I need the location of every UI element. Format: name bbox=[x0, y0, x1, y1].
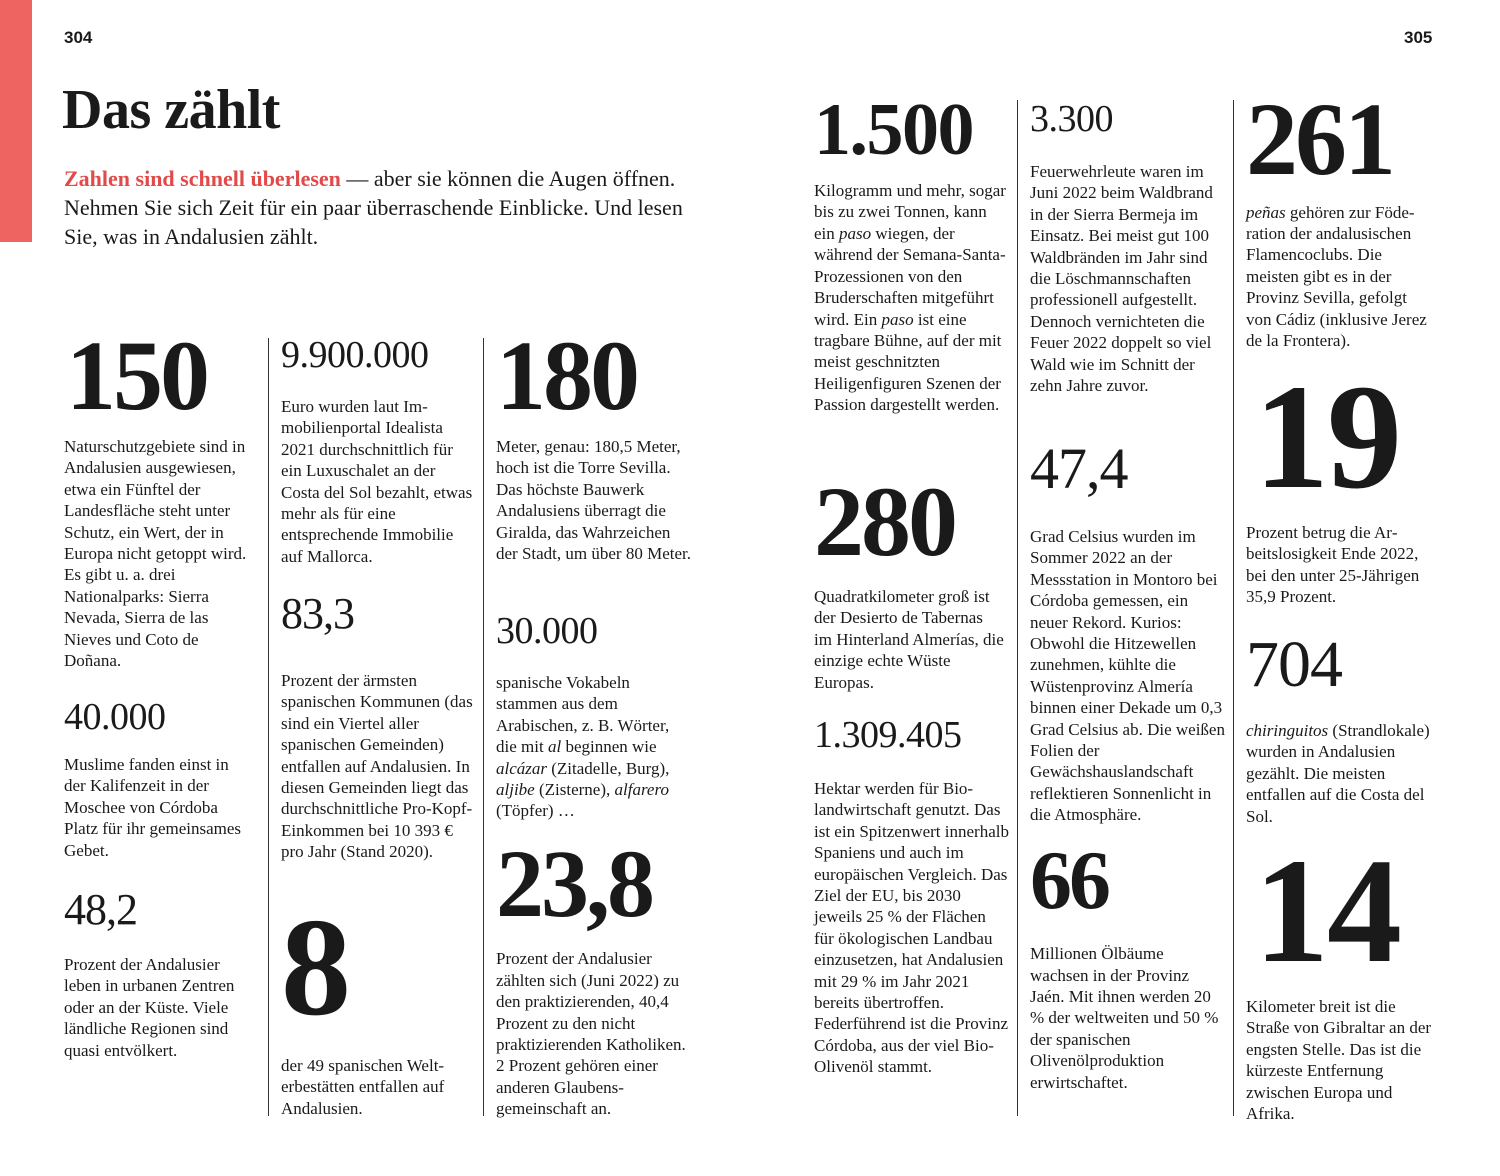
fact-text: Prozent der Andalusier leben in urbanen Zentren oder an der Küste. Viele ländliche Regionen sind quasi entvölkert. bbox=[64, 955, 235, 1060]
fact-text: Naturschutzgebiete sind in Andalusien ausgewiesen, etwa ein Fünftel der Landesfläche steht unter Schutz, ein Wert, der in Europa nicht getoppt wird. Es gibt u. a. drei Nationalparks: Sierra Nevada, Sierra de las Nieves und Coto de Doñana. bbox=[64, 437, 247, 671]
fact-1500 bbox=[814, 89, 1009, 416]
fact-number: 30.000 bbox=[496, 610, 598, 652]
fact-text: Prozent betrug die Arbeitslosigkeit Ende 2022, bei den unter 25-Jährigen 35,9 Prozent. bbox=[1246, 523, 1420, 607]
fact-8 bbox=[281, 890, 476, 1119]
fact-number: 47,4 bbox=[1030, 436, 1128, 501]
fact-number: 23,8 bbox=[496, 830, 652, 937]
fact-number: 83,3 bbox=[281, 589, 354, 638]
fact-text: spanische Vokabeln stammen aus dem Arabischen, z. B. Wörter, die mit al beginnen wie alcázar (Zitadelle, Burg), aljibe (Zisterne), alfarero (Töpfer) … bbox=[496, 673, 670, 821]
fact-text: Kilogramm und mehr, sogar bis zu zwei Tonnen, kann ein paso wiegen, der während der Semana-Santa-Prozessionen von den Bruderschaften mitgeführt wird. Ein paso ist eine tragbare Bühne, auf der mit meist geschnitzten Heiligenfiguren Szenen der Passion dargestellt werden. bbox=[814, 181, 1006, 415]
page-number-left: 304 bbox=[64, 28, 93, 47]
fact-number: 1.309.405 bbox=[814, 714, 962, 756]
fact-number: 3.300 bbox=[1030, 98, 1113, 140]
fact-text: chiringuitos (Strandlokale) wurden in Andalusien gezählt. Die meisten entfallen auf die Costa del Sol. bbox=[1246, 721, 1430, 826]
fact-48-2 bbox=[64, 885, 244, 1061]
fact-66 bbox=[1030, 834, 1225, 1093]
fact-number: 704 bbox=[1246, 628, 1342, 701]
column-divider bbox=[268, 338, 269, 1116]
intro-text bbox=[64, 164, 704, 251]
fact-number: 8 bbox=[281, 890, 348, 1045]
page-title: Das zählt bbox=[62, 79, 280, 141]
fact-text: Hektar werden für Biolandwirtschaft genutzt. Das ist ein Spitzenwert innerhalb Spaniens und auch im europäischen Vergleich. Das Ziel der EU, bis 2030 jeweils 25 % der Flächen für ökologischen Landbau einzusetzen, hat Andalusien mit 29 % im Jahr 2021 bereits übertroffen. Federführend ist die Provinz Córdoba, aus der viel Bio-Olivenöl stammt. bbox=[814, 779, 1009, 1077]
fact-261 bbox=[1246, 82, 1436, 352]
fact-number: 280 bbox=[814, 466, 955, 577]
fact-14 bbox=[1246, 828, 1441, 1124]
fact-text: Muslime fanden einst in der Kalifenzeit in der Moschee von Córdoba Platz für ihr gemeinsames Gebet. bbox=[64, 755, 242, 860]
fact-180 bbox=[496, 320, 691, 564]
fact-text: Grad Celsius wurden im Sommer 2022 an der Messstation in Montoro bei Córdoba gemessen, ein neuer Rekord. Kurios: Obwohl die Hitzewellen zunehmen, kühlte die Wüstenprovinz Almería binnen einer Dekade um 0,3 Grad Celsius ab. Die weißen Folien der Gewächshauslandschaft reflektieren Sonnenlicht in die Atmosphäre. bbox=[1030, 527, 1225, 825]
fact-text: Prozent der ärmsten spanischen Kommunen (das sind ein Viertel aller spanischen Gemeinden) entfallen auf Andalusien. In diesen Gemeinden liegt das durchschnittliche Pro-Kopf-Einkommen bei 10 393 € pro Jahr (Stand 2020). bbox=[281, 671, 473, 862]
fact-number: 66 bbox=[1030, 834, 1108, 927]
fact-9900000 bbox=[281, 336, 476, 567]
fact-40000 bbox=[64, 698, 250, 861]
fact-text: Prozent der Andalusier zählten sich (Juni 2022) zu den praktizierenden, 40,4 Prozent zu den nicht praktizierenden Katholiken. 2 Prozent gehören einer anderen Glaubensgemeinschaft an. bbox=[496, 949, 686, 1119]
fact-text: Kilometer breit ist die Straße von Gibraltar an der engsten Stelle. Das ist die kürzeste Entfernung zwischen Europa und Afrika. bbox=[1246, 997, 1432, 1124]
fact-150 bbox=[64, 320, 254, 671]
column-divider bbox=[1017, 100, 1018, 1116]
fact-number: 14 bbox=[1254, 828, 1400, 994]
fact-text: Feuerwehrleute waren im Juni 2022 beim Waldbrand in der Sierra Bermeja im Einsatz. Bei meist gut 100 Waldbränden im Jahr sind die Löschmannschaften professionell aufgestellt. Dennoch vernichteten die Feuer 2022 doppelt so viel Wald wie im Schnitt der zehn Jahre zuvor. bbox=[1030, 162, 1213, 396]
fact-number: 1.500 bbox=[814, 89, 973, 171]
intro-rest: — aber sie können die Augen öffnen. Nehmen Sie sich Zeit für ein paar überraschende Einblicke. Und lesen Sie, was in Andalusien zählt. bbox=[64, 166, 683, 249]
fact-number: 150 bbox=[66, 320, 207, 431]
fact-number: 261 bbox=[1246, 82, 1393, 197]
fact-text: peñas gehören zur Föderation der andalusischen Flamencoclubs. Die meisten gibt es in der Provinz Sevilla, gefolgt von Cádiz (inklusive Jerez de la Frontera). bbox=[1246, 202, 1427, 351]
fact-47-4 bbox=[1030, 436, 1225, 826]
fact-number: 9.900.000 bbox=[281, 334, 429, 376]
fact-number: 40.000 bbox=[64, 696, 166, 738]
fact-280 bbox=[814, 466, 1004, 693]
intro-highlight: Zahlen sind schnell überlesen bbox=[64, 166, 341, 191]
fact-text: Meter, genau: 180,5 Meter, hoch ist die Torre Sevilla. Das höchste Bauwerk Andalusiens überragt die Giralda, das Wahrzeichen der Stadt, um über 80 Meter. bbox=[496, 437, 691, 564]
fact-text: Millionen Ölbäume wachsen in der Provinz Jaén. Mit ihnen werden 20 % der weltweiten und 50 % der spanischen Olivenölproduktion erwirtschaftet. bbox=[1030, 944, 1219, 1092]
fact-19 bbox=[1246, 354, 1441, 608]
fact-text: der 49 spanischen Welterbestätten entfallen auf Andalusien. bbox=[281, 1055, 445, 1118]
fact-23-8 bbox=[496, 830, 696, 1120]
column-divider bbox=[1233, 100, 1234, 1116]
fact-number: 180 bbox=[496, 320, 637, 431]
fact-number: 48,2 bbox=[64, 885, 137, 934]
fact-30000 bbox=[496, 612, 691, 822]
page-number-right: 305 bbox=[1404, 28, 1433, 47]
fact-83-3 bbox=[281, 589, 476, 863]
fact-number: 19 bbox=[1254, 354, 1400, 520]
fact-1309405 bbox=[814, 716, 1009, 1078]
fact-3300 bbox=[1030, 100, 1225, 396]
column-divider bbox=[483, 338, 484, 1116]
accent-bar bbox=[0, 0, 32, 242]
fact-text: Quadratkilometer groß ist der Desierto de Tabernas im Hinterland Almerías, die einzige echte Wüste Europas. bbox=[814, 587, 1004, 692]
fact-704 bbox=[1246, 628, 1436, 827]
fact-text: Euro wurden laut Immobilienportal Idealista 2021 durchschnittlich für ein Luxuschalet an der Costa del Sol bezahlt, etwas mehr als für eine entsprechende Immobilie auf Mallorca. bbox=[281, 397, 473, 566]
